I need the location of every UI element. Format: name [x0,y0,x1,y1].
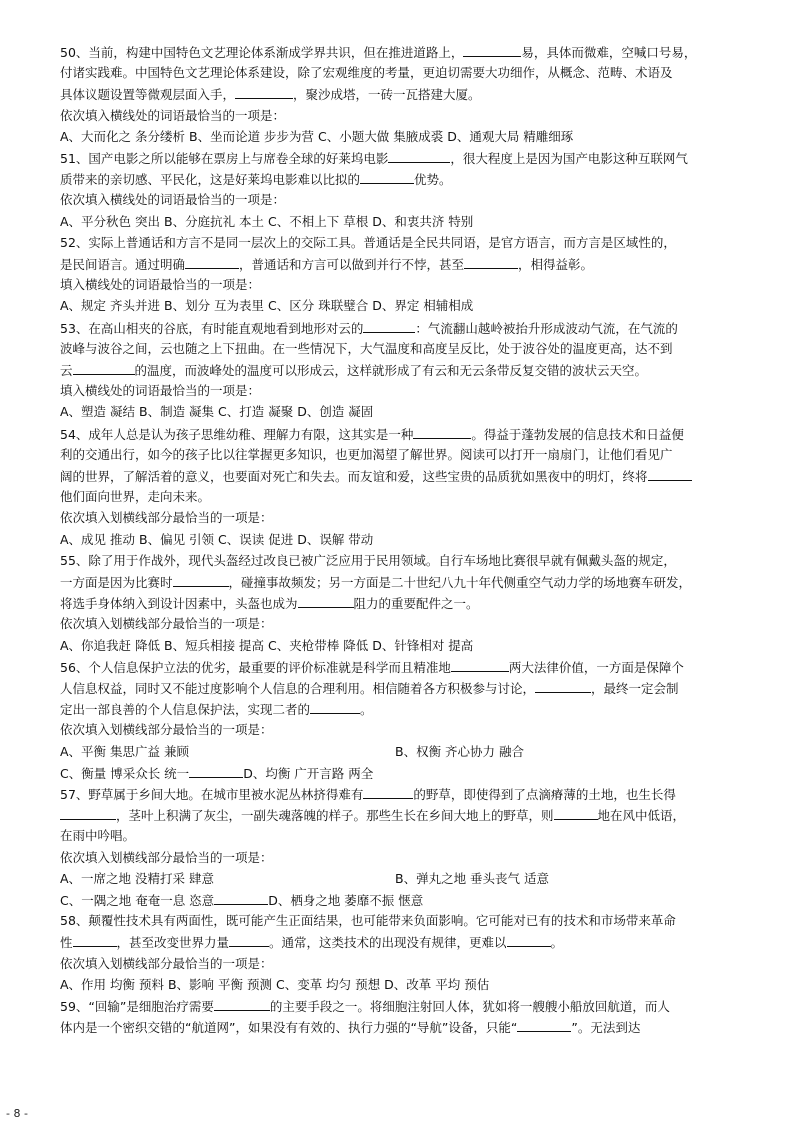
text-segment: A、平分秋色 突出 B、分庭抗礼 本土 C、不相上下 草根 D、和衷共济 特别 [60,213,474,229]
text-line [60,805,778,825]
text-segment: 56、个人信息保护立法的优劣，最重要的评价标准就是科学而且精准地 [60,659,451,675]
option-left: 依次填入划横线部分最恰当的一项是： [60,849,273,865]
text-line [60,381,778,401]
text-segment: A、你追我赶 降低 B、短兵相接 提高 C、夹枪带棒 降低 D、针锋相对 提高 [60,637,474,653]
text-segment: 阔的世界，了解活着的意义，也要面对死亡和失去。而友谊和爱，这些宝贵的品质犹如黑夜中的明灯，终将 [60,469,648,484]
fill-in-blank [554,805,598,820]
text-segment: 一方面是因为比赛时 [60,575,173,590]
text-line [60,339,778,359]
text-segment: 将选手身体纳入到设计因素中，头盔也成为 [60,596,298,612]
text-segment: D、栖身之地 萎靡不振 惬意 [268,893,424,908]
fill-in-blank [507,932,551,947]
page-number: - 8 - [6,1107,28,1120]
text-line [60,254,778,274]
text-segment: 云 [60,363,73,378]
text-line [60,869,778,889]
text-line [60,614,778,634]
text-segment: ，聚沙成塔，一砖一瓦搭建大厦。 [293,87,481,103]
fill-in-blank [535,678,591,693]
text-line [60,445,778,465]
text-line [60,508,778,528]
text-segment: 性 [60,935,73,951]
text-segment: ，相得益彰。 [518,257,594,272]
fill-in-blank [214,996,270,1011]
option-left: 依次填入划横线部分最恰当的一项是： [60,722,273,738]
fill-in-blank [363,784,413,799]
text-segment: 是民间语言。通过明确 [60,257,186,272]
text-segment: 的野草，即使得到了点滴瘠薄的土地，也生长得 [413,787,676,802]
text-segment: 57、野草属于乡间大地。在城市里被水泥丛林挤得难有 [60,787,364,802]
text-segment: 体内是一个密织交错的“航道网”，如果没有有效的、执行力强的“导航”设备，只能“ [60,1020,518,1036]
text-segment: 易，具体而微难，空喊口号易， [521,45,697,60]
text-line [60,360,778,380]
text-segment: 依次填入横线处的词语最恰当的一项是： [60,192,286,208]
text-line [60,106,778,126]
text-segment: ”。无法到达 [571,1020,641,1036]
fill-in-blank [73,932,117,947]
text-segment: ，茎叶上积满了灰尘，一副失魂落魄的样子。那些生长在乡间大地上的野草，则 [116,808,554,824]
text-line [60,84,778,104]
text-line [60,593,778,613]
text-line [60,975,778,995]
option-left: A、平衡 集思广益 兼顾 [60,743,189,759]
text-line [60,848,778,868]
text-segment: A、塑造 凝结 B、制造 凝集 C、打造 凝聚 D、创造 凝固 [60,404,374,420]
fill-in-blank [310,699,360,714]
text-segment: 。通常，这类技术的出现没有规律，更难以 [269,935,507,951]
text-segment: 52、实际上普通话和方言不是同一层次上的交际工具。普通话是全民共同语，是官方语言，而方言是区域性的， [60,234,676,250]
text-segment: 填入横线处的词语最恰当的一项是： [60,383,261,399]
text-line [60,169,778,189]
text-segment: 依次填入划横线部分最恰当的一项是： [60,955,273,971]
fill-in-blank [73,360,135,375]
text-line [60,63,778,83]
text-segment: 依次填入划横线部分最恰当的一项是： [60,510,273,526]
text-line [60,911,778,931]
text-segment: ，甚至改变世界力量 [116,935,230,951]
fill-in-blank [451,657,509,672]
fill-in-blank [388,148,450,163]
text-segment: 付诸实践难。中国特色文艺理论体系建设，除了宏观维度的考量，更迫切需要大功细作，从概念、范畴、术语及 [60,65,673,81]
text-line [60,996,778,1016]
text-segment: ：气流翻山越岭被抬升形成波动气流，在气流的 [415,320,678,336]
text-segment: ，碰撞事故频发；另一方面是二十世纪八九十年代侧重空气动力学的场地赛车研发， [228,575,692,590]
option-right: B、权衡 齐心协力 融合 [395,743,525,759]
text-segment: A、规定 齐头并进 B、划分 互为表里 C、区分 珠联璧合 D、界定 相辅相成 [60,298,474,314]
fill-in-blank [413,424,471,439]
text-segment: 54、成年人总是认为孩子思维幼稚、理解力有限，这其实是一种 [60,426,414,442]
text-line [60,424,778,444]
text-line [60,402,778,422]
text-segment: A、大而化之 条分缕析 B、坐而论道 步步为营 C、小题大做 集腋成裘 D、通观大局 精雕细琢 [60,128,574,144]
text-segment: 53、在高山相夹的谷底，有时能直观地看到地形对云的 [60,320,364,336]
text-line [60,720,778,740]
text-segment: 质带来的亲切感、平民化，这是好莱坞电影难以比拟的 [60,172,361,188]
text-line [60,466,778,486]
text-line [60,233,778,253]
fill-in-blank [363,318,415,333]
text-segment: 具体议题设置等微观层面入手， [60,87,236,103]
text-segment: 他们面向世界，走向未来。 [60,489,211,505]
text-segment: ，普通话和方言可以做到并行不悖，甚至 [239,257,465,272]
text-segment: 填入横线处的词语最恰当的一项是： [60,277,261,293]
text-segment: 的主要手段之一。将细胞注射回人体，犹如将一艘艘小船放回航道，而人 [269,999,670,1014]
text-line [60,678,778,698]
text-line [60,636,778,656]
fill-in-blank [648,466,692,481]
text-line [60,742,778,762]
fill-in-blank [360,169,414,184]
option-right: B、弹丸之地 垂头丧气 适意 [395,870,550,886]
text-segment: 阻力的重要配件之一。 [353,596,479,612]
text-line [60,275,778,295]
text-segment: 地在风中低语， [597,808,686,824]
text-line [60,318,778,338]
fill-in-blank [235,84,293,99]
fill-in-blank [189,763,243,778]
text-line [60,763,778,783]
text-segment: 优势。 [414,172,452,188]
text-segment: ，很大程度上是因为国产电影这种互联网气 [450,151,688,166]
text-segment: 波峰与波谷之间，云也随之上下扭曲。在一些情况下，大气温度和高度呈反比，处于波谷处的温度更高，达不到 [60,340,673,356]
text-line [60,932,778,952]
text-line [60,127,778,147]
text-segment: 利的交通出行，如今的孩子比以往掌握更多知识，也更加渴望了解世界。阅读可以打开一扇扇门，让他们看见广 [60,446,673,462]
text-segment: 在雨中吟唱。 [60,828,136,844]
fill-in-blank [463,42,521,57]
text-segment: A、成见 推动 B、偏见 引领 C、误读 促进 D、误解 带动 [60,531,374,547]
fill-in-blank [298,593,354,608]
text-segment: A、作用 均衡 预料 B、影响 平衡 预测 C、变革 均匀 预想 D、改革 平均 预估 [60,976,490,992]
text-segment: 。得益于蓬勃发展的信息技术和日益便 [471,426,684,442]
text-line [60,42,778,62]
text-segment: 55、除了用于作战外，现代头盔经过改良已被广泛应用于民用领域。自行车场地比赛很早就有佩戴头盔的规定， [60,552,676,568]
fill-in-blank [517,1017,571,1032]
text-line [60,572,778,592]
fill-in-blank [214,890,268,905]
text-segment: C、一隅之地 奄奄一息 恣意 [60,893,215,908]
fill-in-blank [185,254,239,269]
text-segment: 。 [550,935,564,951]
text-segment: 。 [360,702,373,718]
text-line [60,826,778,846]
text-segment: ，最终一定会制 [591,681,679,696]
text-segment: C、衡量 博采众长 统一 [60,765,190,781]
text-line [60,1017,778,1037]
text-line [60,699,778,719]
text-segment: 人信息权益，同时又不能过度影响个人信息的合理利用。相信随着各方积极参与讨论， [60,681,536,696]
text-segment: 依次填入横线处的词语最恰当的一项是： [60,107,286,123]
fill-in-blank [60,805,116,820]
fill-in-blank [173,572,229,587]
fill-in-blank [229,932,269,947]
text-segment: 定出一部良善的个人信息保护法，实现二者的 [60,702,311,718]
option-left: A、一席之地 没精打采 肆意 [60,870,214,886]
text-line [60,487,778,507]
fill-in-blank [464,254,518,269]
text-segment: 依次填入划横线部分最恰当的一项是： [60,616,273,632]
text-segment: 的温度，而波峰处的温度可以形成云，这样就形成了有云和无云条带反复交错的波状云天空。 [134,363,648,378]
text-line [60,890,778,910]
text-line [60,148,778,168]
text-segment: D、均衡 广开言路 两全 [243,765,374,781]
text-segment: 两大法律价值，一方面是保障个 [508,659,684,675]
text-line [60,954,778,974]
text-segment: 50、当前，构建中国特色文艺理论体系渐成学界共识，但在推进道路上， [60,45,464,60]
text-line [60,530,778,550]
text-line [60,551,778,571]
text-segment: 51、国产电影之所以能够在票房上与席卷全球的好莱坞电影 [60,151,389,166]
text-line [60,296,778,316]
text-segment: 59、“回输”是细胞治疗需要 [60,999,214,1014]
text-line [60,190,778,210]
text-line [60,657,778,677]
text-segment: 58、颠覆性技术具有两面性，既可能产生正面结果，也可能带来负面影响。它可能对已有的技术和市场带来革命 [60,913,676,929]
text-line [60,212,778,232]
text-line [60,784,778,804]
